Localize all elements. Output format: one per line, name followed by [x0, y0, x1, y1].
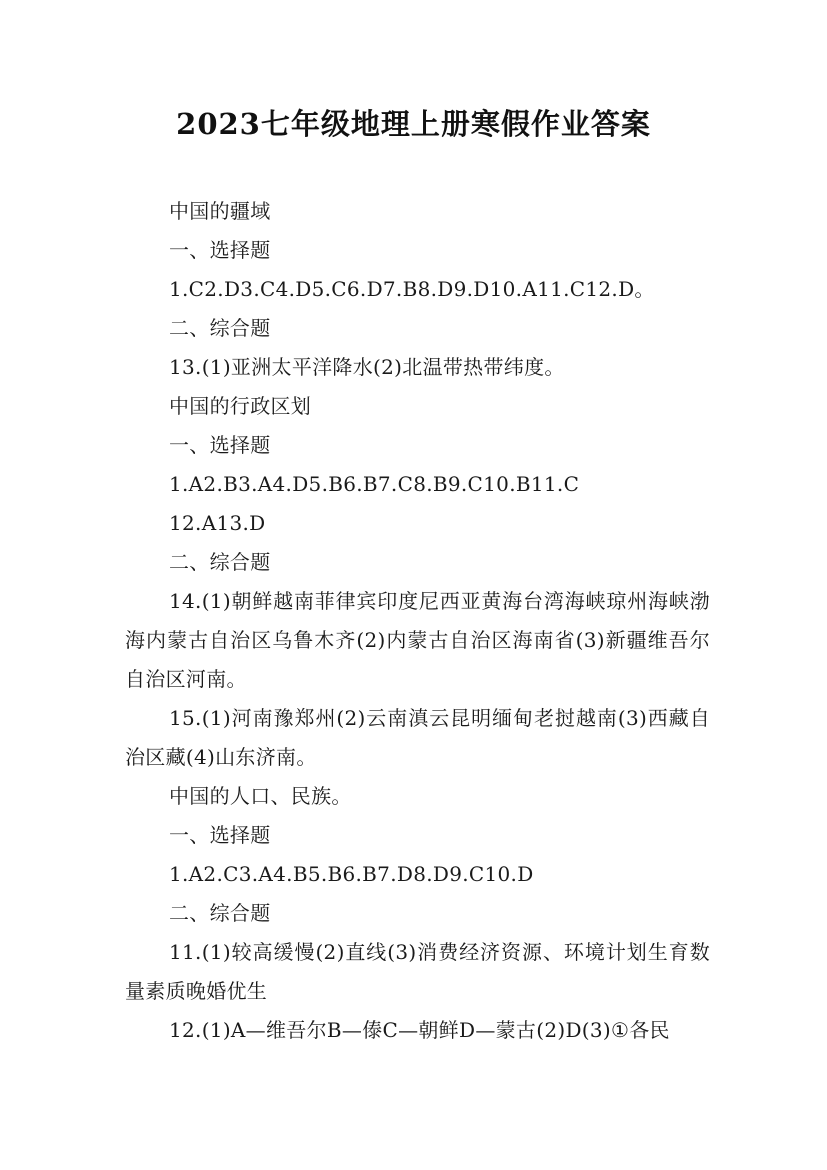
answer-line: 1.C2.D3.C4.D5.C6.D7.B8.D9.D10.A11.C12.D。: [169, 277, 655, 301]
section-heading-territory: 中国的疆域: [169, 199, 271, 223]
answer-line: 13.(1)亚洲太平洋降水(2)北温带热带纬度。: [169, 355, 565, 379]
answer-paragraph: 12.(1)A—维吾尔B—傣C—朝鲜D—蒙古(2)D(3)①各民: [169, 1018, 670, 1042]
answer-line: 1.A2.C3.A4.B5.B6.B7.D8.D9.C10.D: [169, 862, 534, 886]
subheading-multiple-choice: 一、选择题: [169, 433, 271, 457]
answer-paragraph: 15.(1)河南豫郑州(2)云南滇云昆明缅甸老挝越南(3)西藏自治区藏(4)山东济南。: [125, 706, 710, 769]
subheading-multiple-choice: 一、选择题: [169, 823, 271, 847]
section-heading-administrative-divisions: 中国的行政区划: [169, 394, 312, 418]
section-heading-population-ethnicity: 中国的人口、民族。: [169, 784, 352, 808]
page-title: 2023七年级地理上册寒假作业答案: [176, 107, 651, 141]
answer-line: 1.A2.B3.A4.D5.B6.B7.C8.B9.C10.B11.C: [169, 472, 580, 496]
answer-line: 12.A13.D: [169, 511, 266, 535]
document-body: [125, 192, 710, 1050]
subheading-comprehensive: 二、综合题: [169, 901, 271, 925]
answer-paragraph: 11.(1)较高缓慢(2)直线(3)消费经济资源、环境计划生育数量素质晚婚优生: [125, 940, 710, 1003]
subheading-comprehensive: 二、综合题: [169, 316, 271, 340]
answer-paragraph: 14.(1)朝鲜越南菲律宾印度尼西亚黄海台湾海峡琼州海峡渤海内蒙古自治区乌鲁木齐(2)内蒙古自治区海南省(3)新疆维吾尔自治区河南。: [125, 589, 710, 691]
subheading-comprehensive: 二、综合题: [169, 550, 271, 574]
subheading-multiple-choice: 一、选择题: [169, 238, 271, 262]
